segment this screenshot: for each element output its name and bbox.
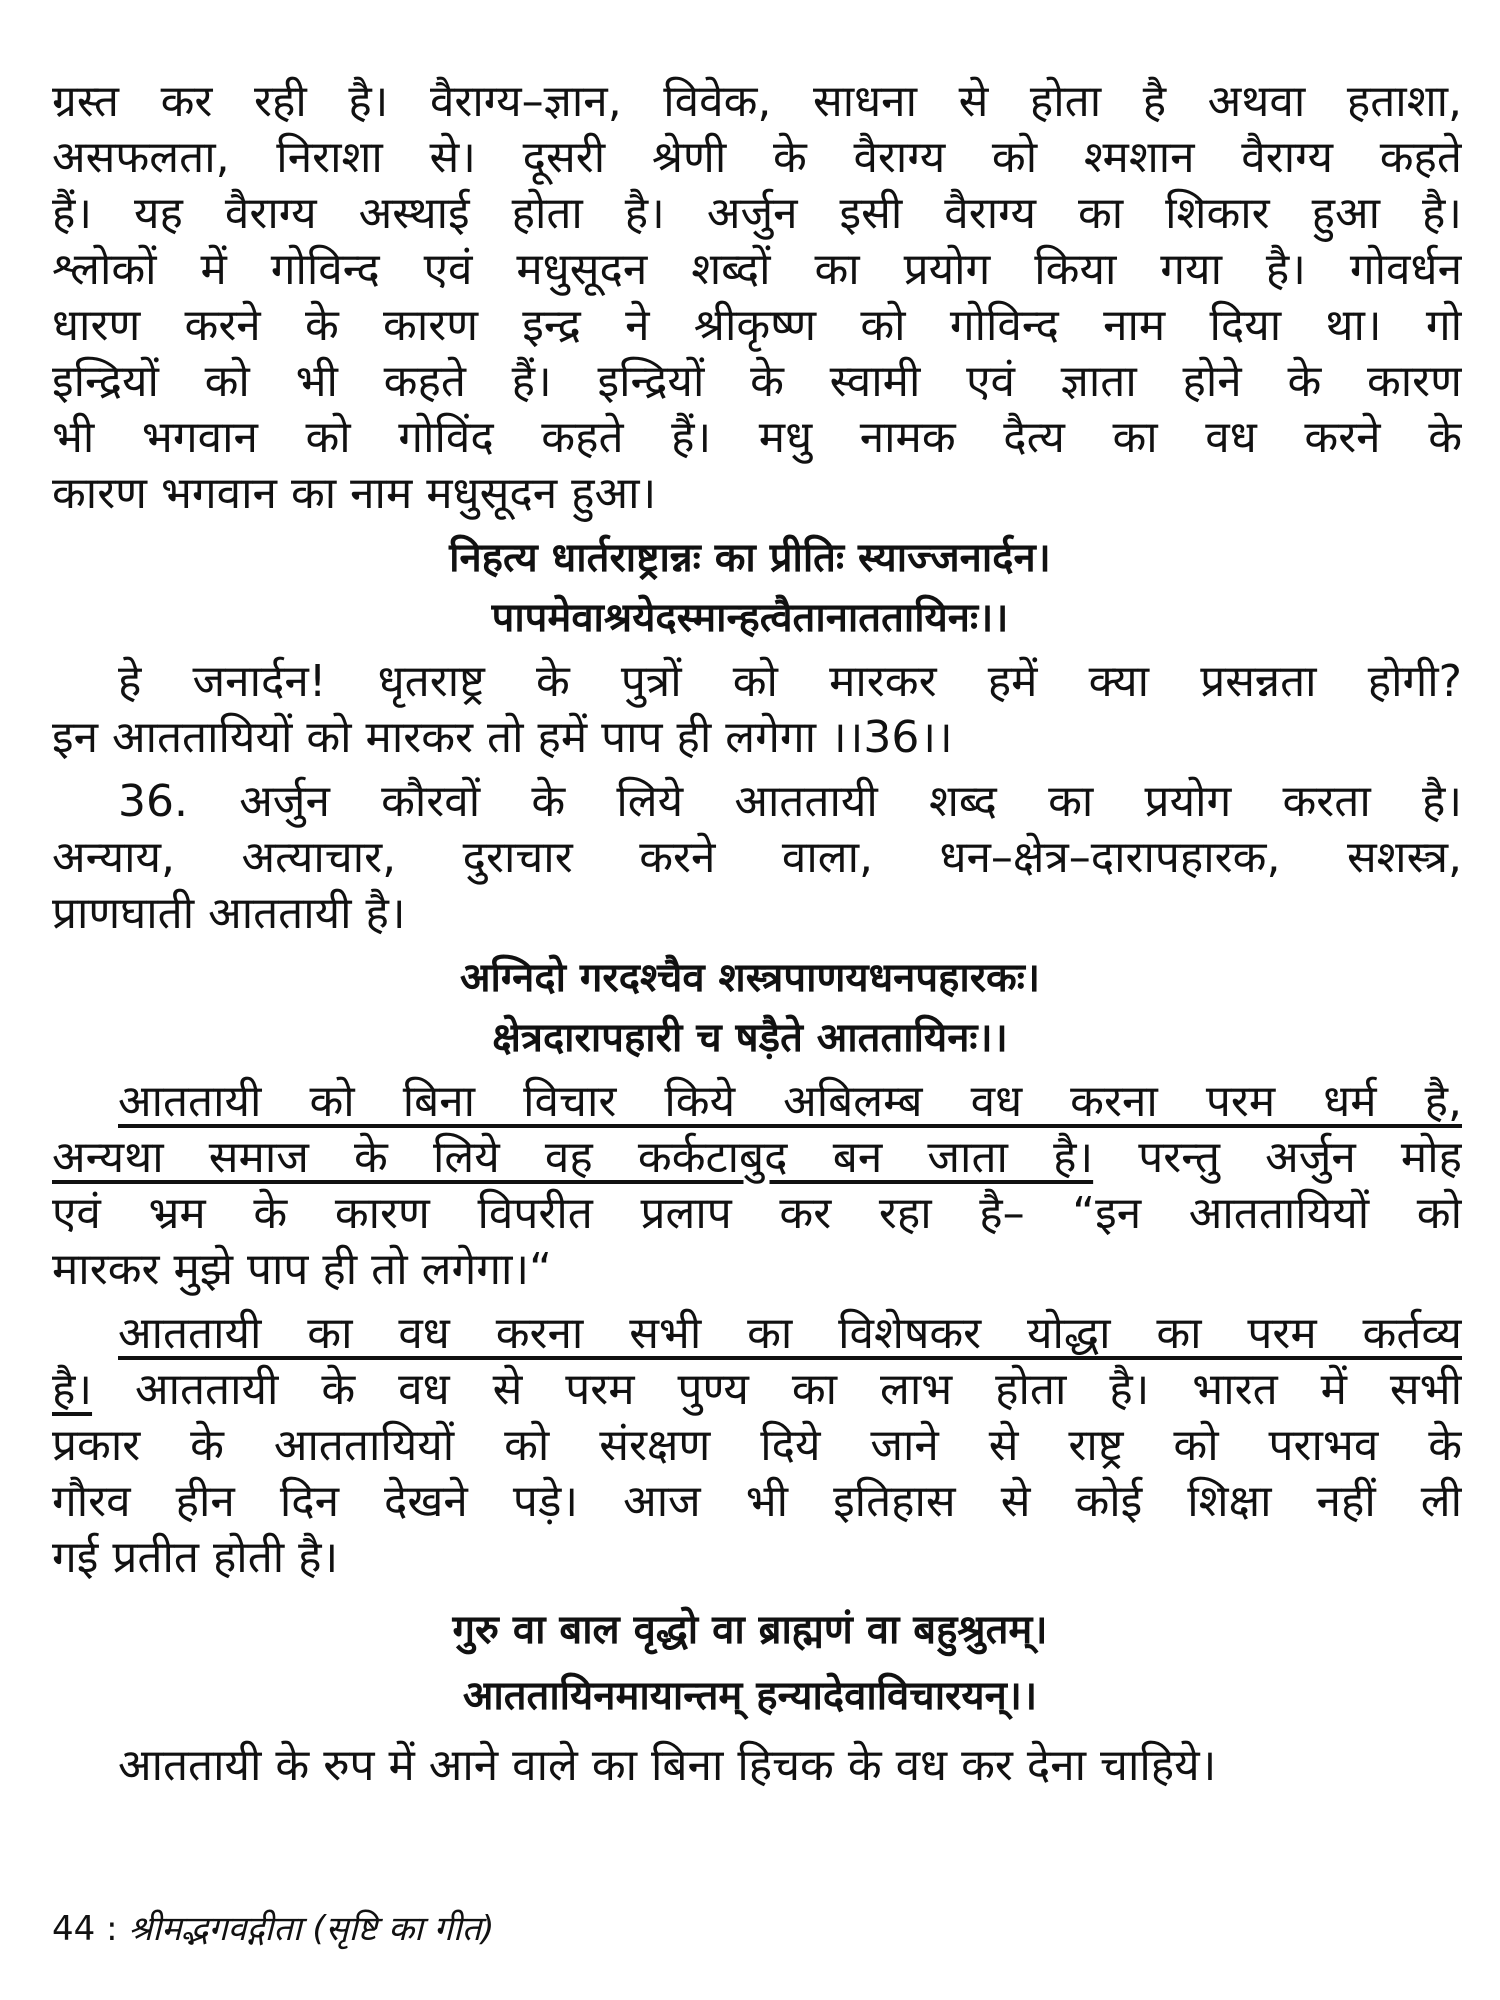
text-line: प्रकार के आततायियों को संरक्षण दिये जाने से राष्ट्र को पराभव के (52, 1420, 1462, 1471)
text-line: आततायी के रुप में आने वाले का बिना हिचक के वध कर देना चाहिये। (118, 1740, 1217, 1791)
text-line: गई प्रतीत होती है। (52, 1532, 339, 1583)
text-line: असफलता, निराशा से। दूसरी श्रेणी के वैराग्य को श्मशान वैराग्य कहते (52, 132, 1462, 183)
text-line: गौरव हीन दिन देखने पड़े। आज भी इतिहास से कोई शिक्षा नहीं ली (52, 1476, 1462, 1527)
text-line: हैं। यह वैराग्य अस्थाई होता है। अर्जुन इसी वैराग्य का शिकार हुआ है। (52, 188, 1462, 239)
text-span: आततायी के वध से परम पुण्य का लाभ होता है। भारत में सभी (92, 1364, 1462, 1415)
text-line: इन्द्रियों को भी कहते हैं। इन्द्रियों के स्वामी एवं ज्ञाता होने के कारण (52, 356, 1462, 407)
page-number: 44 : (52, 1909, 118, 1949)
verse-line: गुरु वा बाल वृद्धो वा ब्राह्मणं वा बहुश्रुतम्। (452, 1607, 1048, 1653)
text-line (52, 1128, 1462, 1188)
verse-line: पापमेवाश्रयेदस्मान्हत्वैतानाततायिनः।। (491, 595, 1009, 641)
text-line: ग्रस्त कर रही है। वैराग्य–ज्ञान, विवेक, साधना से होता है अथवा हताशा, (52, 76, 1462, 127)
underlined-text: है। (52, 1364, 93, 1415)
text-line: एवं भ्रम के कारण विपरीत प्रलाप कर रहा है– “इन आततायियों को (52, 1188, 1462, 1239)
text-line: भी भगवान को गोविंद कहते हैं। मधु नामक दैत्य का वध करने के (52, 412, 1462, 463)
text-line: हे जनार्दन! धृतराष्ट्र के पुत्रों को मारकर हमें क्या प्रसन्नता होगी? (118, 656, 1462, 707)
text-line (118, 1304, 1462, 1364)
underlined-text: आततायी का वध करना सभी का विशेषकर योद्धा का परम कर्तव्य (118, 1308, 1462, 1359)
text-line: मारकर मुझे पाप ही तो लगेगा।“ (52, 1244, 552, 1295)
text-line (52, 1360, 1462, 1420)
book-title: श्रीमद्भगवद्गीता (सृष्टि का गीत) (128, 1909, 495, 1949)
verse-line: आततायिनमायान्तम् हन्यादेवाविचारयन्।। (462, 1673, 1038, 1719)
text-line: प्राणघाती आततायी है। (52, 888, 406, 939)
text-line (118, 1072, 1462, 1132)
text-span: परन्तु अर्जुन मोह (1093, 1132, 1462, 1183)
text-line: श्लोकों में गोविन्द एवं मधुसूदन शब्दों का प्रयोग किया गया है। गोवर्धन (52, 244, 1462, 295)
verse-line: निहत्य धार्तराष्ट्रान्नः का प्रीतिः स्याज्जनार्दन। (449, 535, 1051, 581)
verse-line: क्षेत्रदारापहारी च षड़ैते आततायिनः।। (492, 1015, 1008, 1061)
page-footer (52, 1906, 494, 1952)
text-line: धारण करने के कारण इन्द्र ने श्रीकृष्ण को गोविन्द नाम दिया था। गो (52, 300, 1462, 351)
text-line: अन्याय, अत्याचार, दुराचार करने वाला, धन–क्षेत्र–दारापहारक, सशस्त्र, (52, 832, 1462, 883)
text-line: 36. अर्जुन कौरवों के लिये आततायी शब्द का प्रयोग करता है। (118, 776, 1462, 827)
underlined-text: आततायी को बिना विचार किये अबिलम्ब वध करना परम धर्म है, (118, 1076, 1462, 1127)
underlined-text: अन्यथा समाज के लिये वह कर्कटाबुद बन जाता है। (52, 1132, 1094, 1183)
verse-line: अग्निदो गरदश्चैव शस्त्रपाणयधनपहारकः। (459, 955, 1041, 1001)
text-line: इन आततायियों को मारकर तो हमें पाप ही लगेगा ।।36।। (52, 712, 953, 763)
text-line: कारण भगवान का नाम मधुसूदन हुआ। (52, 468, 657, 519)
